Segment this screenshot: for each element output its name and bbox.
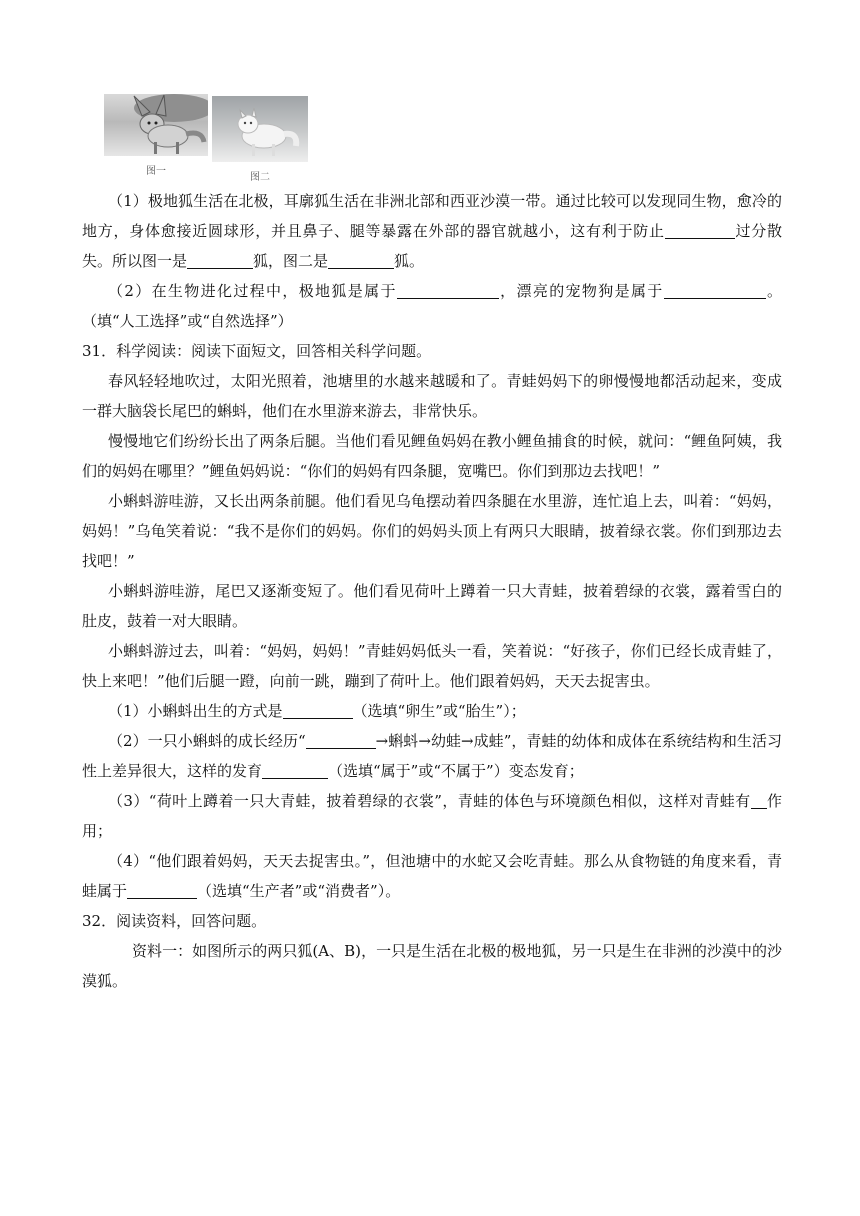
q30-part1-text-b: 过分散失。所以图一是 <box>82 222 782 270</box>
q31-para3: 小蝌蚪游哇游，又长出两条前腿。他们看见乌龟摆动着四条腿在水里游，连忙追上去，叫着：“妈妈，妈妈！”乌龟笑着说：“我不是你们的妈妈。你们的妈妈头顶上有两只大眼睛，披着绿衣裳。你们到那边去找吧！” <box>82 492 782 570</box>
q30-part2-text-c: 。（填“人工选择”或“自然选择”） <box>82 282 782 330</box>
q31-sub3-text-b: 作用； <box>82 792 782 840</box>
q31-sub4-text-b: （选填“生产者”或“消费者”）。 <box>197 882 401 900</box>
answer-blank[interactable] <box>397 280 499 299</box>
q31-sub4 <box>82 846 782 906</box>
q30-part1-text-a: （1）极地狐生活在北极，耳廓狐生活在非洲北部和西亚沙漠一带。通过比较可以发现同生物，愈冷的地方，身体愈接近圆球形，并且鼻子、腿等暴露在外部的器官就越小，这有利于防止 <box>82 192 782 240</box>
answer-blank[interactable] <box>187 250 253 269</box>
answer-blank[interactable] <box>127 880 197 899</box>
q30-part1 <box>82 186 782 276</box>
q31-para4: 小蝌蚪游哇游，尾巴又逐渐变短了。他们看见荷叶上蹲着一只大青蛙，披着碧绿的衣裳，露着雪白的肚皮，鼓着一对大眼睛。 <box>82 582 782 630</box>
q31-sub3-text-a: （3）“荷叶上蹲着一只大青蛙，披着碧绿的衣裳”，青蛙的体色与环境颜色相似，这样对青蛙有 <box>108 792 751 810</box>
answer-blank[interactable] <box>664 280 766 299</box>
answer-blank[interactable] <box>306 730 376 749</box>
q30-part1-text-c: 狐，图二是 <box>253 252 329 270</box>
fennec-fox-image <box>104 94 208 156</box>
q31-sub2 <box>82 726 782 786</box>
q31-sub1-text-a: （1）小蝌蚪出生的方式是 <box>108 702 283 720</box>
figure-two-caption: 图二 <box>250 172 270 183</box>
q30-part2 <box>82 276 782 336</box>
q31-para2: 慢慢地它们纷纷长出了两条后腿。当他们看见鲤鱼妈妈在教小鲤鱼捕食的时候，就问：“鲤鱼阿姨，我们的妈妈在哪里？”鲤鱼妈妈说：“你们的妈妈有四条腿，宽嘴巴。你们到那边去找吧！” <box>82 432 782 480</box>
q30-part1-text-d: 狐。 <box>394 252 425 270</box>
q31-para1: 春风轻轻地吹过，太阳光照着，池塘里的水越来越暖和了。青蛙妈妈下的卵慢慢地都活动起来，变成一群大脑袋长尾巴的蝌蚪，他们在水里游来游去，非常快乐。 <box>82 372 782 420</box>
answer-blank[interactable] <box>751 790 767 809</box>
fox-figures <box>104 94 782 186</box>
q31-sub2-text-b: →蝌蚪→幼蛙→成蛙”，青蛙的幼体和成体在系统结构和生活习性上差异很大，这样的发育 <box>82 732 782 780</box>
q31-title: 31．科学阅读：阅读下面短文，回答相关科学问题。 <box>82 342 432 360</box>
q30-part2-text-a: （2）在生物进化过程中，极地狐是属于 <box>108 282 397 300</box>
q31-sub2-text-a: （2）一只小蝌蚪的成长经历“ <box>108 732 306 750</box>
answer-blank[interactable] <box>665 220 735 239</box>
q32-material1: 资料一：如图所示的两只狐(A、B)，一只是生活在北极的极地狐，另一只是生在非洲的沙漠中的沙漠狐。 <box>82 942 782 990</box>
fennec-fox-photo <box>104 94 208 156</box>
q31-sub1 <box>82 696 782 726</box>
arctic-fox-image <box>212 96 308 162</box>
q31-sub2-text-c: （选填“属于”或“不属于”）变态发育； <box>328 762 584 780</box>
answer-blank[interactable] <box>262 760 328 779</box>
q31-sub4-text-a: （4）“他们跟着妈妈，天天去捉害虫。”，但池塘中的水蛇又会吃青蛙。那么从食物链的角度来看，青蛙属于 <box>82 852 782 900</box>
document-page <box>82 94 782 996</box>
answer-blank[interactable] <box>328 250 394 269</box>
answer-blank[interactable] <box>283 700 353 719</box>
q31-para5: 小蝌蚪游过去，叫着：“妈妈，妈妈！”青蛙妈妈低头一看，笑着说：“好孩子，你们已经长成青蛙了，快上来吧！”他们后腿一蹬，向前一跳，蹦到了荷叶上。他们跟着妈妈，天天去捉害虫。 <box>82 642 782 690</box>
q30-part2-text-b: ，漂亮的宠物狗是属于 <box>498 282 664 300</box>
figure-one <box>104 94 208 177</box>
figure-one-caption: 图一 <box>146 166 166 177</box>
figure-two <box>212 94 308 183</box>
q31-sub1-text-b: （选填“卵生”或“胎生”）； <box>352 702 526 720</box>
q32-title: 32．阅读资料，回答问题。 <box>82 912 267 930</box>
arctic-fox-photo <box>212 96 308 162</box>
q31-sub3 <box>82 786 782 846</box>
